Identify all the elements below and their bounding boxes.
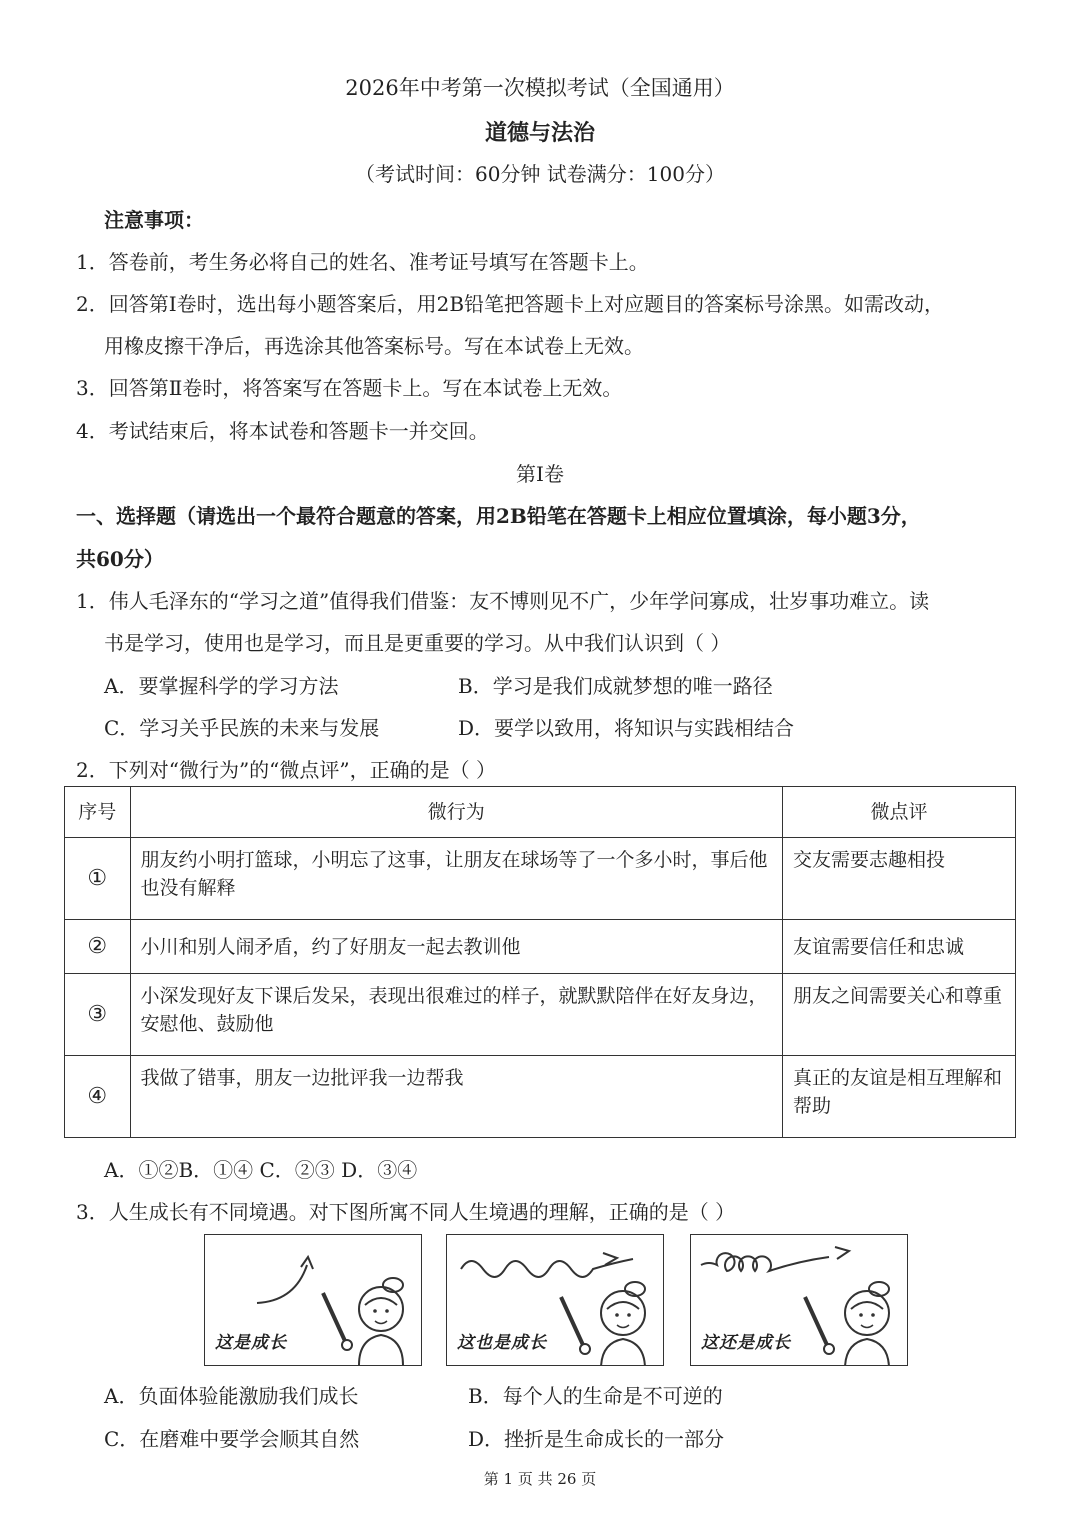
teacher-figure	[561, 1282, 645, 1365]
q3-option-c: C．在磨难中要学会顺其自然	[104, 1427, 360, 1451]
row-action: 小川和别人闹矛盾，约了好朋友一起去教训他	[130, 920, 782, 974]
q1-option-a: A．要掌握科学的学习方法	[104, 674, 339, 698]
note-item: 用橡皮擦干净后，再选涂其他答案标号。写在本试卷上无效。	[104, 334, 644, 358]
row-comment: 友谊需要信任和忠诚	[783, 920, 1016, 974]
row-comment: 真正的友谊是相互理解和帮助	[783, 1056, 1016, 1138]
q2-table	[64, 786, 1016, 1138]
q1-option-b: B．学习是我们成就梦想的唯一路径	[458, 674, 773, 698]
figure-caption: 这是成长	[215, 1333, 287, 1353]
q1-stem: 1．伟人毛泽东的“学习之道”值得我们借鉴：友不博则见不广，少年学问寡成，壮岁事功难立。读	[76, 589, 930, 613]
table-row	[65, 974, 1016, 1056]
header-comment: 微点评	[783, 787, 1016, 838]
row-action: 朋友约小明打篮球，小明忘了这事，让朋友在球场等了一个多小时，事后他也没有解释	[130, 838, 782, 920]
q1-option-d: D．要学以致用，将知识与实践相结合	[458, 716, 795, 740]
exam-meta: （考试时间：60分钟 试卷满分：100分）	[355, 162, 725, 186]
row-num: ①	[65, 838, 131, 920]
header-num: 序号	[65, 787, 131, 838]
row-num: ②	[65, 920, 131, 974]
note-item: 1．答卷前，考生务必将自己的姓名、准考证号填写在答题卡上。	[76, 250, 649, 274]
note-item: 4．考试结束后，将本试卷和答题卡一并交回。	[76, 419, 489, 443]
q3-option-d: D．挫折是生命成长的一部分	[468, 1427, 725, 1451]
exam-title: 2026年中考第一次模拟考试（全国通用）	[345, 76, 735, 100]
note-item: 2．回答第Ⅰ卷时，选出每小题答案后，用2B铅笔把答题卡上对应题目的答案标号涂黑。如需改动，	[76, 292, 945, 316]
teacher-figure	[323, 1278, 403, 1365]
q3-figure-upward	[204, 1234, 422, 1366]
teacher-figure	[805, 1282, 889, 1365]
section-heading-cont: 共60分）	[76, 547, 164, 571]
header-action: 微行为	[130, 787, 782, 838]
q2-stem: 2．下列对“微行为”的“微点评”，正确的是（ ）	[76, 758, 496, 782]
page-footer: 第 1 页 共 26 页	[483, 1470, 597, 1488]
row-comment: 朋友之间需要关心和尊重	[783, 974, 1016, 1056]
q3-figure-loops	[690, 1234, 908, 1366]
q1-option-c: C．学习关乎民族的未来与发展	[104, 716, 380, 740]
q3-option-a: A．负面体验能激励我们成长	[104, 1384, 359, 1408]
q1-stem-cont: 书是学习，使用也是学习，而且是更重要的学习。从中我们认识到（ ）	[104, 631, 731, 655]
table-row	[65, 920, 1016, 974]
q3-stem: 3．人生成长有不同境遇。对下图所寓不同人生境遇的理解，正确的是（ ）	[76, 1200, 736, 1224]
table-row	[65, 838, 1016, 920]
notes-heading: 注意事项：	[104, 208, 204, 232]
table-header-row	[65, 787, 1016, 838]
row-action: 小深发现好友下课后发呆，表现出很难过的样子，就默默陪伴在好友身边，安慰他、鼓励他	[130, 974, 782, 1056]
row-comment: 交友需要志趣相投	[783, 838, 1016, 920]
section-heading: 一、选择题（请选出一个最符合题意的答案，用2B铅笔在答题卡上相应位置填涂，每小题3分，	[76, 504, 921, 528]
q3-figure-wavy	[446, 1234, 664, 1366]
figure-caption: 这还是成长	[701, 1333, 791, 1353]
row-num: ④	[65, 1056, 131, 1138]
volume-title: 第Ⅰ卷	[516, 462, 564, 486]
note-item: 3．回答第Ⅱ卷时，将答案写在答题卡上。写在本试卷上无效。	[76, 376, 623, 400]
q3-option-b: B．每个人的生命是不可逆的	[468, 1384, 723, 1408]
row-num: ③	[65, 974, 131, 1056]
table-row	[65, 1056, 1016, 1138]
exam-subject: 道德与法治	[484, 120, 595, 146]
figure-caption: 这也是成长	[457, 1333, 547, 1353]
q2-options: A．①②B．①④ C．②③ D．③④	[104, 1158, 418, 1182]
row-action: 我做了错事，朋友一边批评我一边帮我	[130, 1056, 782, 1138]
